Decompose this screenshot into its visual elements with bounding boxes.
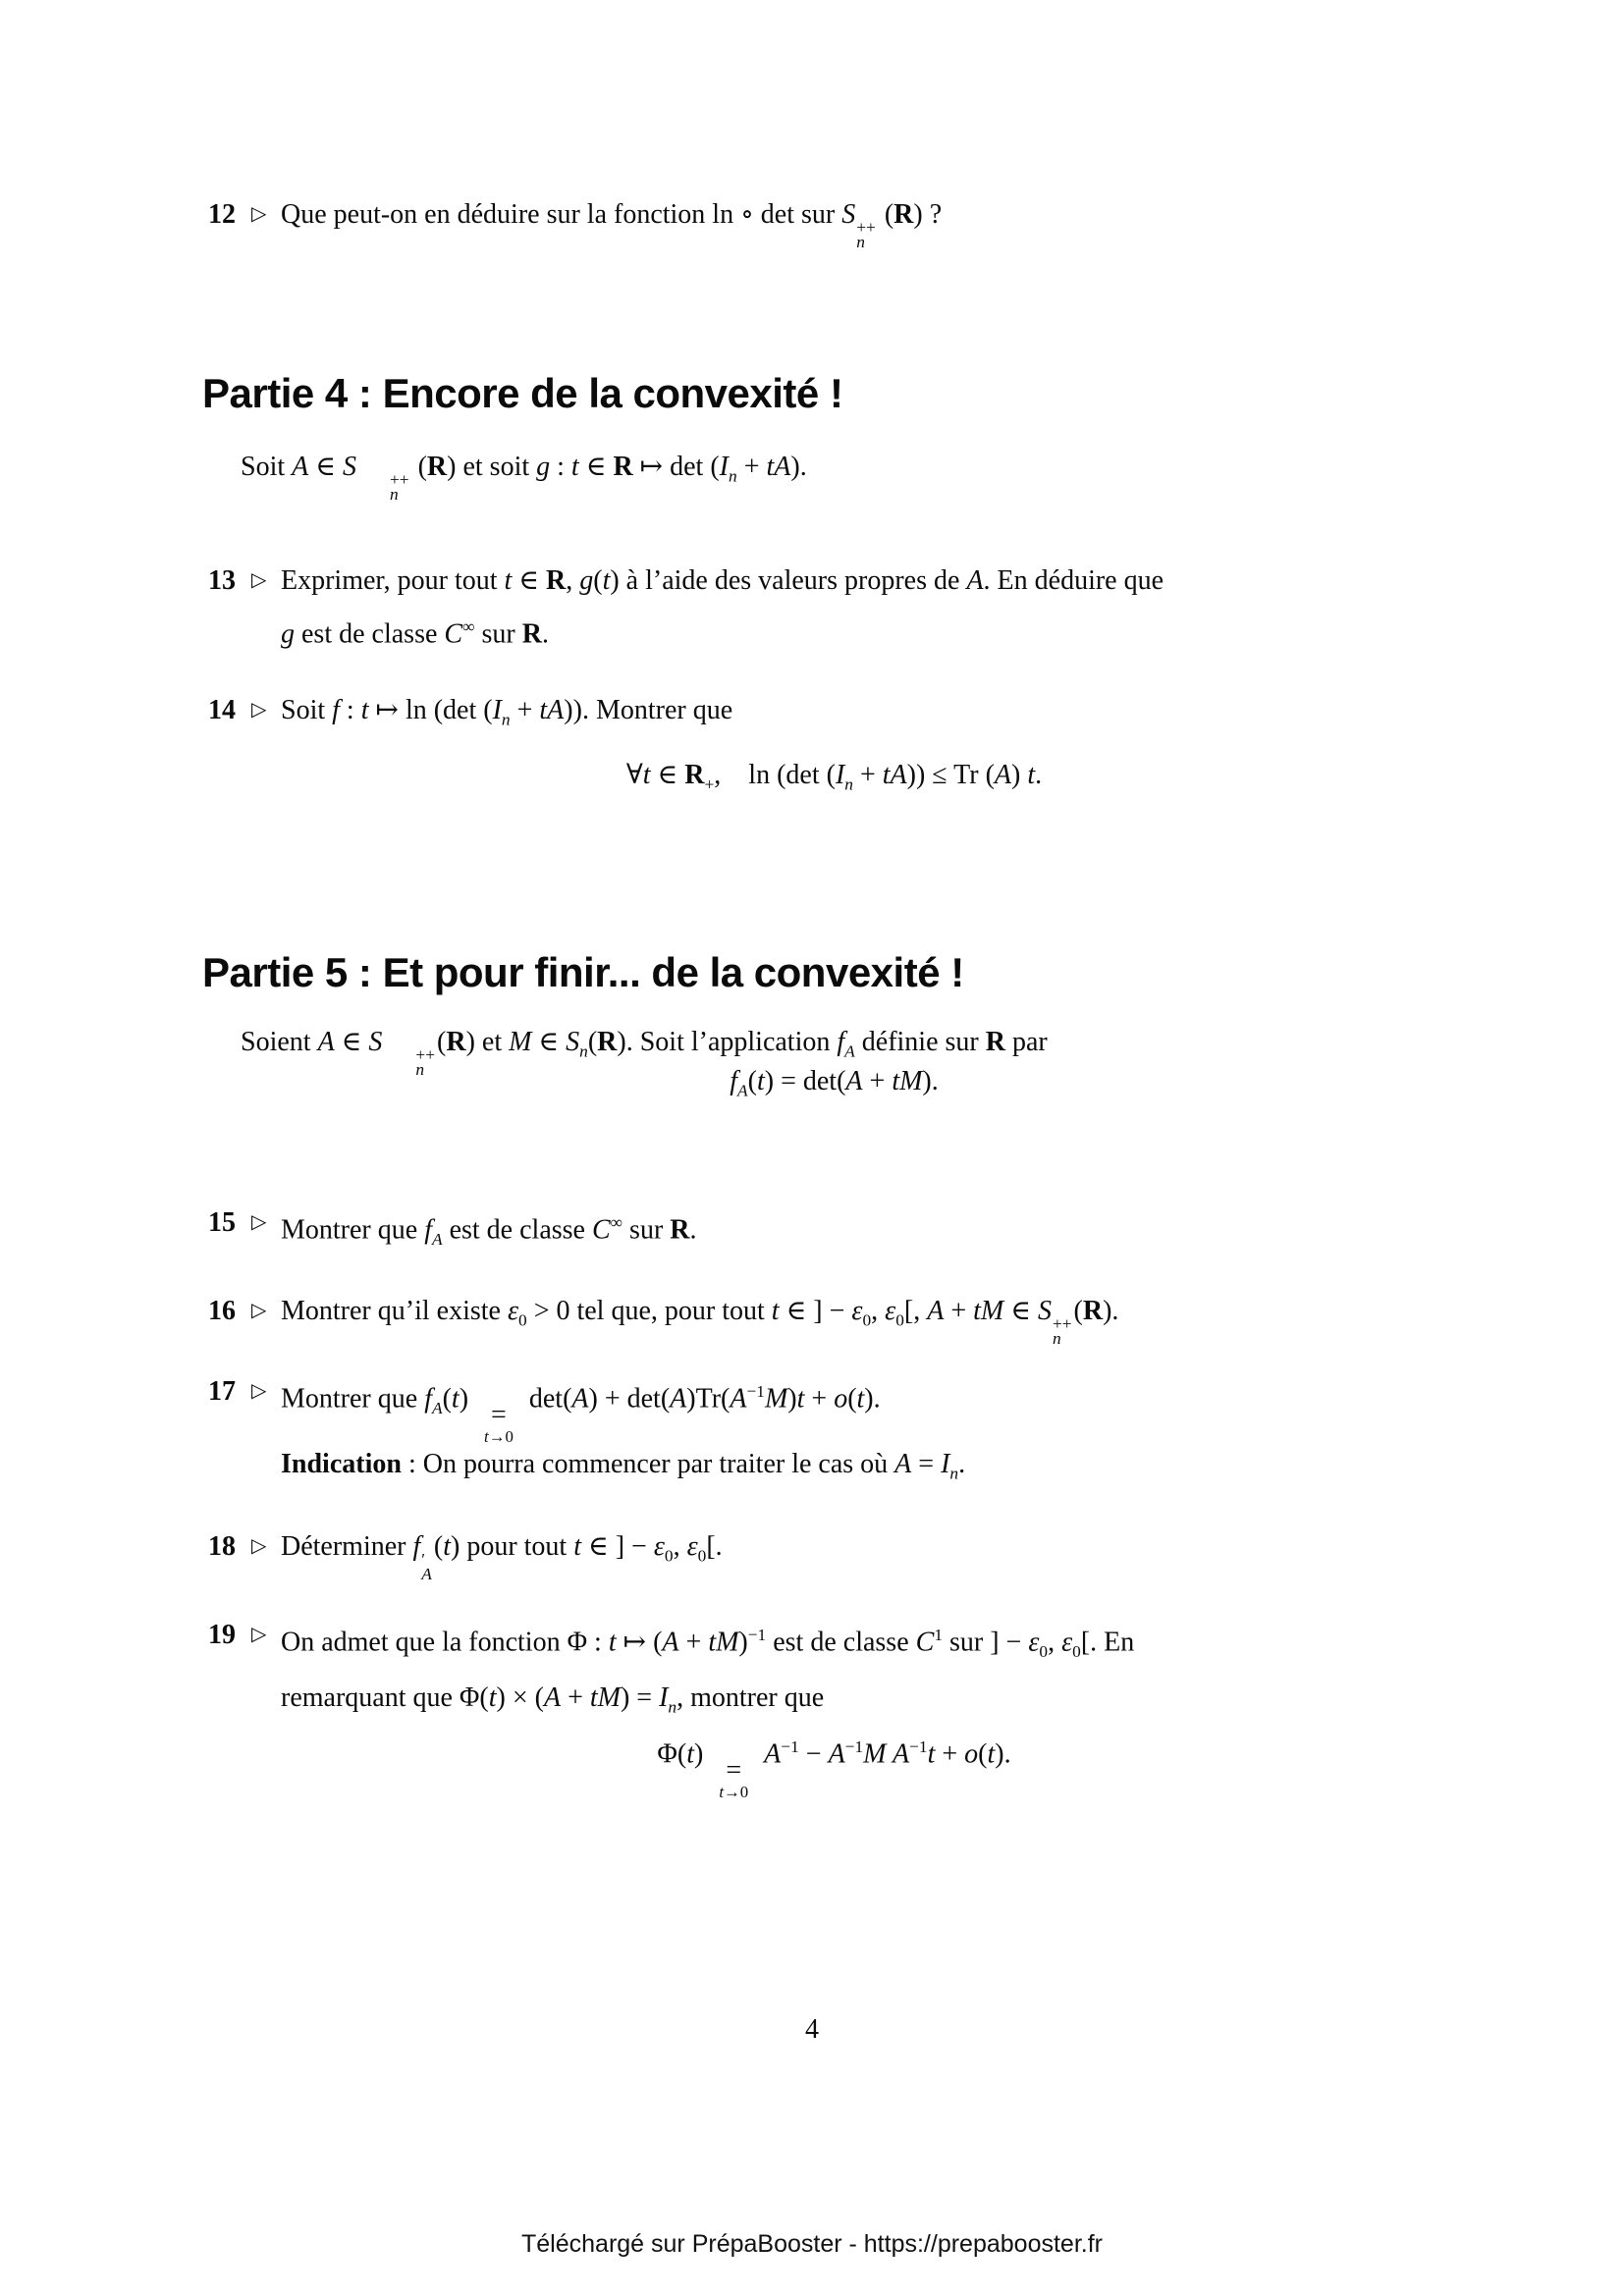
question-text: Soit f : t ↦ ln (det $(I_n + tA)$). Montrer que [281, 695, 733, 729]
question-text: Exprimer, pour tout t ∈ R, g(t) à l’aide des valeurs propres de A. En déduire que g est de classe C∞ sur R. [281, 565, 1164, 650]
question-text: Montrer qu’il existe $\varepsilon_0 > 0$ tel que, pour tout t ∈ ] − $\varepsilon_0$, $\varepsilon_0$[, A + tM ∈ S ++ n (R). [281, 1296, 1119, 1349]
question-18 [208, 1523, 1463, 1582]
triangle-marker-icon: ▷ [251, 699, 267, 721]
question-15 [208, 1200, 1463, 1262]
question-number: 15 [208, 1207, 236, 1238]
display-equation-q19: Φ(t) = t→0 $A^{-1} - A^{-1}M$ $A^{-1}t + o(t)$. [657, 1737, 1011, 1801]
question-17-hint: Indication : On pourra commencer par traiter le cas où $A = I_n$. [281, 1449, 966, 1483]
section-title-partie-4: Partie 4 : Encore de la convexité ! [202, 369, 843, 416]
question-number: 17 [208, 1376, 236, 1407]
question-text: On admet que la fonction Φ : t ↦ (A + tM)$^{-1}$ est de classe $C^1$ sur ] − $\varepsilon_0$, $\varepsilon_0$[. En remarquant que $\Phi(t) \times (A + tM) = I_n$, montrer que [281, 1626, 1135, 1717]
question-14 [208, 687, 1463, 743]
page-number: 4 [805, 2014, 819, 2045]
question-number: 18 [208, 1531, 236, 1562]
question-text: Que peut-on en déduire sur la fonction ln ∘ det sur S ++ n (R) ? [281, 199, 943, 252]
partie-5-intro: Soient A ∈ S ++ n (R) et M ∈ $S_n(R)$. Soit l’application $f_A$ définie sur R par [241, 1027, 1048, 1080]
display-equation-q14: ∀t ∈ $R_+$, ln (det $(I_n + tA)) \le Tr$ (A) t. [625, 760, 1043, 794]
display-equation-fa: $f_A(t) = \det(A + tM)$. [730, 1066, 939, 1100]
triangle-marker-icon: ▷ [251, 569, 267, 591]
triangle-marker-icon: ▷ [251, 1624, 267, 1645]
triangle-marker-icon: ▷ [251, 1300, 267, 1321]
question-13 [208, 558, 1463, 657]
download-footer: Téléchargé sur PrépaBooster - https://prepabooster.fr [521, 2230, 1103, 2258]
question-text: Montrer que $f_A(t)$ = t→0 $\det(A) + \det(A)Tr(A^{-1}M)t + o(t)$. [281, 1382, 881, 1446]
question-19 [208, 1612, 1463, 1731]
section-title-partie-5: Partie 5 : Et pour finir... de la convexité ! [202, 948, 964, 995]
question-number: 14 [208, 695, 236, 725]
triangle-marker-icon: ▷ [251, 203, 267, 225]
question-number: 13 [208, 565, 236, 596]
question-12 [208, 191, 1463, 250]
question-number: 12 [208, 199, 236, 230]
question-16 [208, 1288, 1463, 1347]
question-number: 19 [208, 1620, 236, 1650]
triangle-marker-icon: ▷ [251, 1535, 267, 1557]
question-number: 16 [208, 1296, 236, 1326]
partie-4-intro: Soit A ∈ S ++ n (R) et soit g : t ∈ R ↦ $\det (I_n + tA)$. [241, 452, 807, 505]
triangle-marker-icon: ▷ [251, 1380, 267, 1402]
question-text: Montrer que $f_A$ est de classe C∞ sur R. [281, 1213, 697, 1249]
question-17 [208, 1368, 1463, 1445]
question-text: Déterminer f ′ A (t) pour tout t ∈ ] − $\varepsilon_0$, $\varepsilon_0$[. [281, 1531, 723, 1584]
triangle-marker-icon: ▷ [251, 1211, 267, 1233]
